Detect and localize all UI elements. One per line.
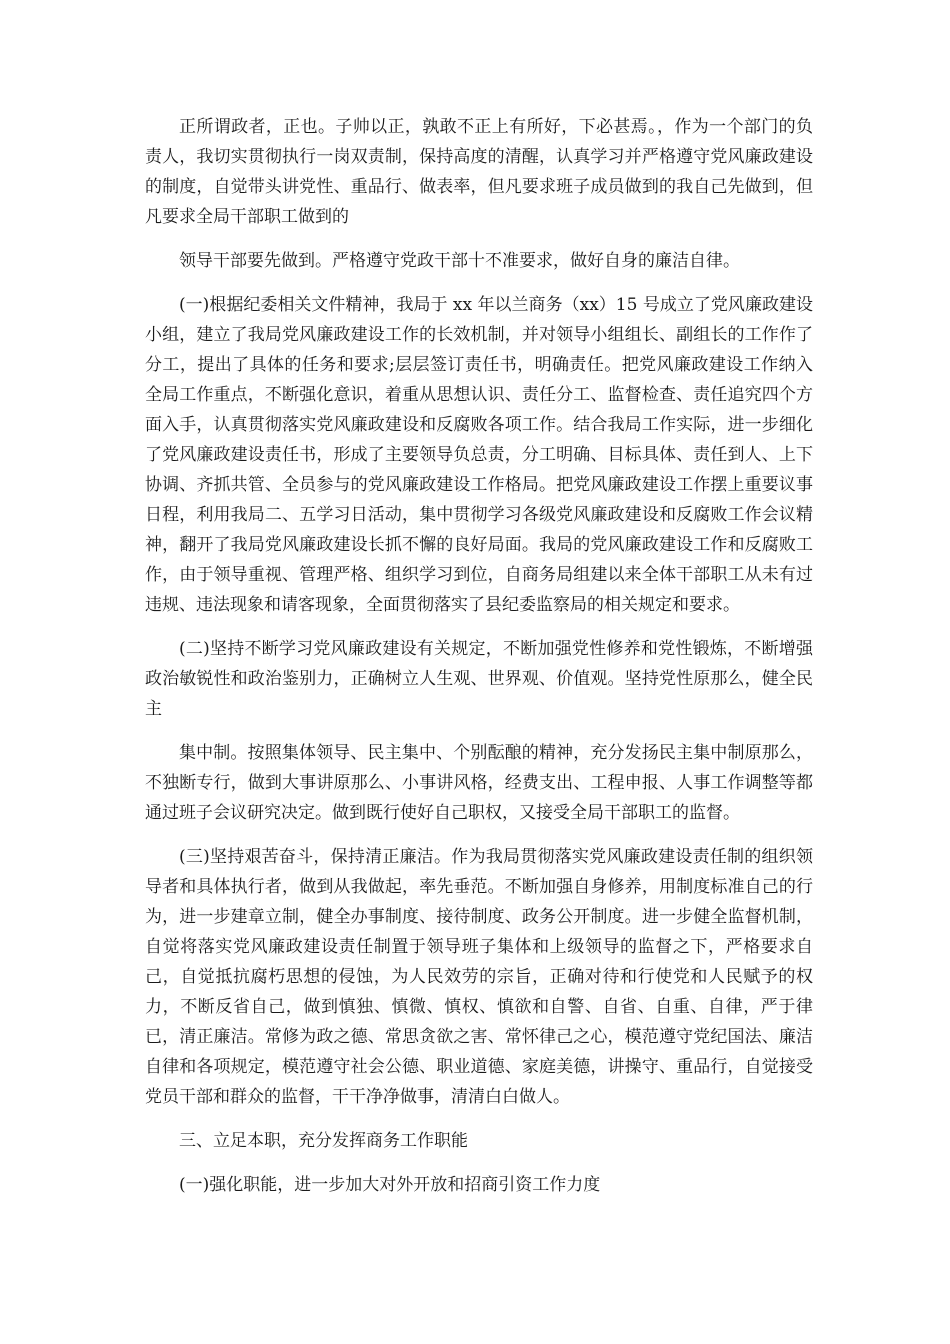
paragraph-2: 领导干部要先做到。严格遵守党政干部十不准要求，做好自身的廉洁自律。 <box>179 251 740 271</box>
paragraph-6: (三)坚持艰苦奋斗，保持清正廉洁。作为我局贯彻落实党风廉政建设责任制的组织领导者和具体执行者，做到从我做起，率先垂范。不断加强自身修养，用制度标准自己的行为，进一步建章立制，健全办事制度、接待制度、政务公开制度。进一步健全监督机制，自觉将落实党风廉政建设责任制置于领导班子集体和上级领导的监督之下，严格要求自己，自觉抵抗腐朽思想的侵蚀，为人民效劳的宗旨，正确对待和行使党和人民赋予的权力，不断反省自己，做到慎独、慎微、慎权、慎欲和自警、自省、自重、自律，严于律已，清正廉洁。常修为政之德、常思贪欲之害、常怀律己之心，模范遵守党纪国法、廉洁自律和各项规定，模范遵守社会公德、职业道德、家庭美德，讲操守、重品行，自觉接受党员干部和群众的监督，干干净净做事，清清白白做人。 <box>145 847 813 1107</box>
paragraph-3: (一)根据纪委相关文件精神，我局于 xx 年以兰商务（xx）15 号成立了党风廉政建设小组，建立了我局党风廉政建设工作的长效机制，并对领导小组组长、副组长的工作作了分工，提出了具体的任务和要求;层层签订责任书，明确责任。把党风廉政建设工作纳入全局工作重点，不断强化意识，着重从思想认识、责任分工、监督检查、责任追究四个方面入手，认真贯彻落实党风廉政建设和反腐败各项工作。结合我局工作实际，进一步细化了党风廉政建设责任书，形成了主要领导负总责，分工明确、目标具体、责任到人、上下协调、齐抓共管、全员参与的党风廉政建设工作格局。把党风廉政建设工作摆上重要议事日程，利用我局二、五学习日活动，集中贯彻学习各级党风廉政建设和反腐败工作会议精神，翻开了我局党风廉政建设长抓不懈的良好局面。我局的党风廉政建设工作和反腐败工作，由于领导重视、管理严格、组织学习到位，自商务局组建以来全体干部职工从未有过违规、违法现象和请客现象，全面贯彻落实了县纪委监察局的相关规定和要求。 <box>145 295 813 615</box>
subsection-heading-1: (一)强化职能，进一步加大对外开放和招商引资工作力度 <box>179 1175 601 1195</box>
document-body <box>145 112 813 1214</box>
section-heading-3: 三、立足本职，充分发挥商务工作职能 <box>179 1131 468 1151</box>
paragraph-4: (二)坚持不断学习党风廉政建设有关规定，不断加强党性修养和党性锻炼，不断增强政治敏锐性和政治鉴别力，正确树立人生观、世界观、价值观。坚持党性原那么，健全民主 <box>145 639 813 719</box>
paragraph-5: 集中制。按照集体领导、民主集中、个别酝酿的精神，充分发扬民主集中制原那么，不独断专行，做到大事讲原那么、小事讲风格，经费支出、工程申报、人事工作调整等都通过班子会议研究决定。做到既行使好自己职权，又接受全局干部职工的监督。 <box>145 743 813 823</box>
paragraph-1: 正所谓政者，正也。子帅以正，孰敢不正上有所好，下必甚焉。，作为一个部门的负责人，我切实贯彻执行一岗双责制，保持高度的清醒，认真学习并严格遵守党风廉政建设的制度，自觉带头讲党性、重品行、做表率，但凡要求班子成员做到的我自己先做到，但凡要求全局干部职工做到的 <box>145 117 813 227</box>
